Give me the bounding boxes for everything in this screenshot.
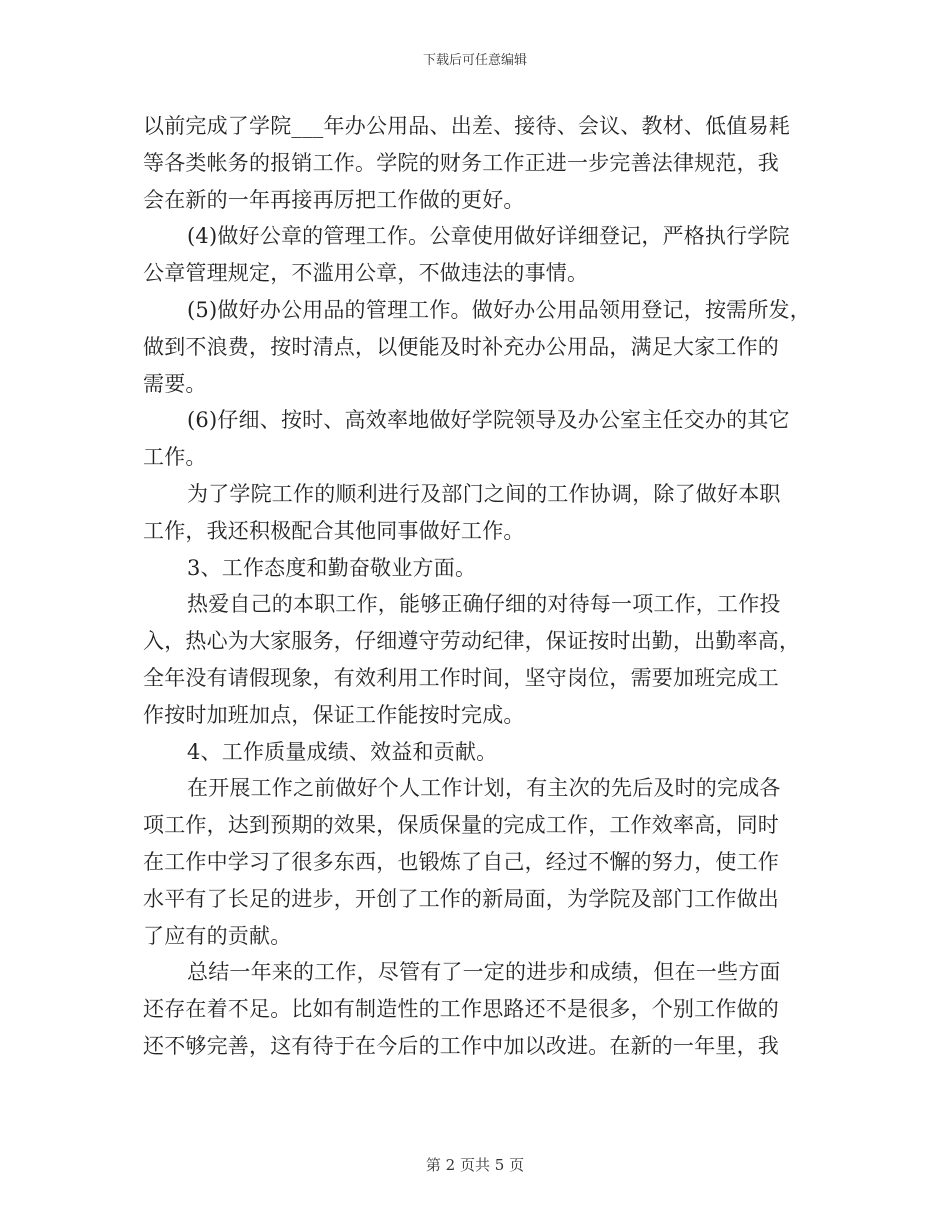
text-line: 工作。 (143, 445, 207, 470)
text-line: 还存在着不足。比如有制造性的工作思路还不是很多，个别工作做的 (143, 997, 779, 1022)
text-line: 会在新的一年再接再厉把工作做的更好。 (143, 187, 525, 212)
text-line: 3、工作态度和勤奋敬业方面。 (187, 555, 477, 580)
text-line: (6)仔细、按时、高效率地做好学院领导及办公室主任交办的其它 (187, 408, 790, 433)
text-line: 4、工作质量成绩、效益和贡献。 (187, 739, 498, 764)
text-line: 全年没有请假现象，有效利用工作时间，坚守岗位，需要加班完成工 (143, 665, 779, 690)
text-line: 了应有的贡献。 (143, 923, 292, 948)
text-line: 做到不浪费，按时清点，以便能及时补充办公用品，满足大家工作的 (143, 334, 779, 359)
text-line: (4)做好公章的管理工作。公章使用做好详细登记，严格执行学院 (187, 224, 790, 249)
text-line: 为了学院工作的顺利进行及部门之间的工作协调，除了做好本职 (187, 481, 781, 506)
text-line: 公章管理规定，不滥用公章，不做违法的事情。 (143, 261, 589, 286)
page-header: 下载后可任意编辑 (422, 53, 527, 68)
text-line: 在工作中学习了很多东西，也锻炼了自己，经过不懈的努力，使工作 (143, 849, 779, 874)
text-line: 作按时加班加点，保证工作能按时完成。 (143, 702, 525, 727)
text-line: 等各类帐务的报销工作。学院的财务工作正进一步完善法律规范，我 (143, 150, 779, 175)
text-line: 还不够完善，这有待于在今后的工作中加以改进。在新的一年里，我 (143, 1033, 779, 1058)
text-line: 在开展工作之前做好个人工作计划，有主次的先后及时的完成各 (187, 776, 781, 801)
text-line: 以前完成了学院___年办公用品、出差、接待、会议、教材、低值易耗 (143, 114, 790, 138)
text-line: 总结一年来的工作，尽管有了一定的进步和成绩，但在一些方面 (187, 960, 781, 985)
page-footer: 第 2 页共 5 页 (425, 1156, 525, 1174)
text-line: 水平有了长足的进步，开创了工作的新局面，为学院及部门工作做出 (143, 886, 779, 911)
text-line: 热爱自己的本职工作，能够正确仔细的对待每一项工作，工作投 (187, 592, 781, 617)
text-line: (5)做好办公用品的管理工作。做好办公用品领用登记，按需所发， (187, 297, 811, 322)
text-line: 入，热心为大家服务，仔细遵守劳动纪律，保证按时出勤，出勤率高， (143, 629, 801, 654)
text-line: 工作，我还积极配合其他同事做好工作。 (143, 518, 525, 543)
text-line: 需要。 (143, 371, 207, 396)
document-body (143, 108, 823, 1065)
text-line: 项工作，达到预期的效果，保质保量的完成工作，工作效率高，同时 (143, 813, 779, 838)
